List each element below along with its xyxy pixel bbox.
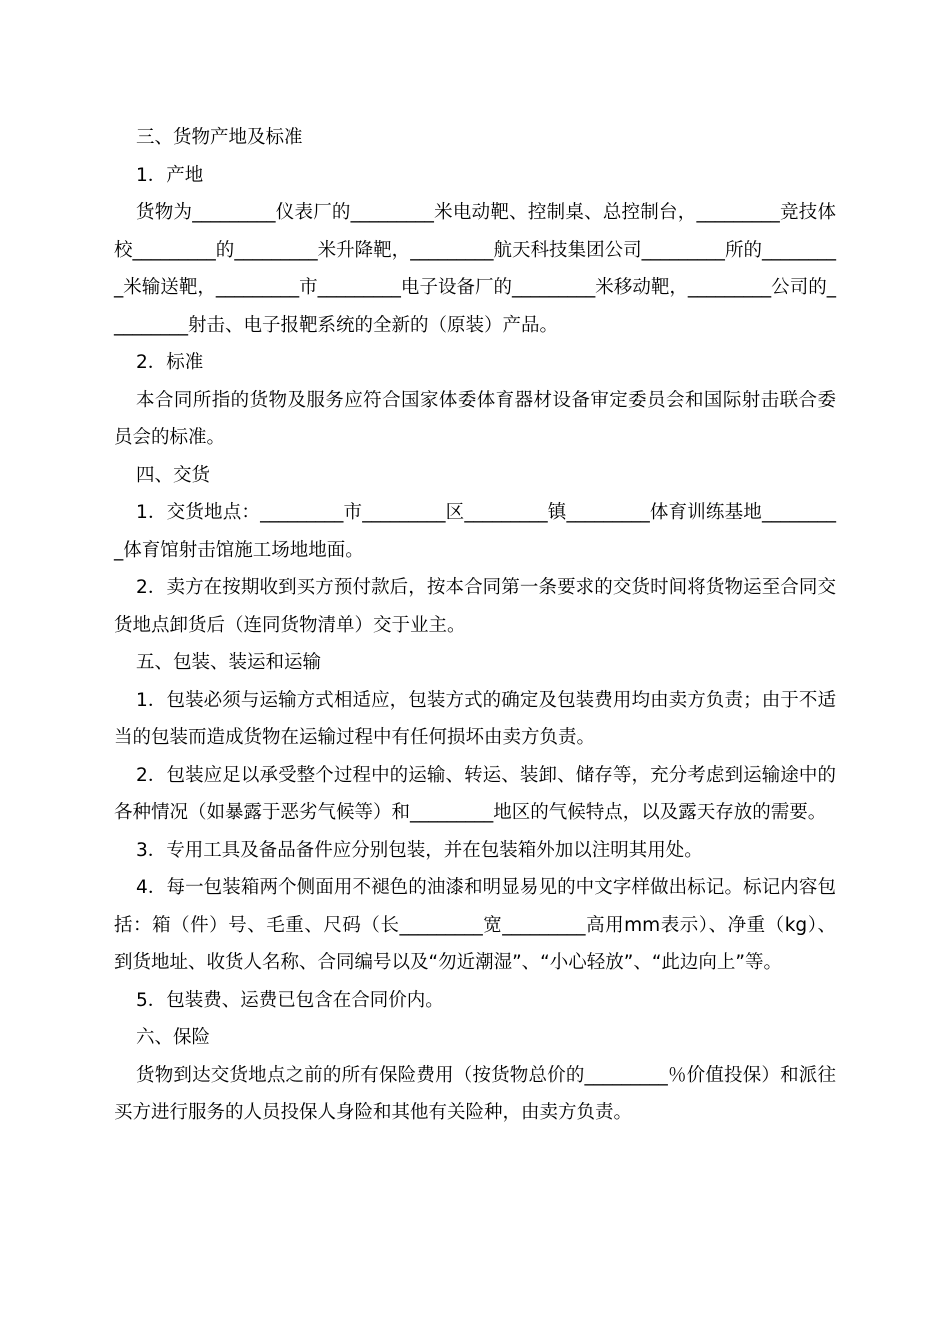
paragraph-packaging-3: 3．专用工具及备品备件应分别包装，并在包装箱外加以注明其用处。 [136,839,703,861]
subheading-origin: 1．产地 [136,164,204,186]
section-heading-packaging: 五、包装、装运和运输 [136,652,322,673]
section-heading-delivery: 四、交货 [136,464,211,486]
section-heading-origin-standard: 三、货物产地及标准 [136,127,303,148]
document-body [114,119,836,1132]
section-heading-insurance: 六、保险 [136,1027,211,1048]
subheading-standard: 2．标准 [136,352,204,373]
paragraph-delivery-location: 1．交货地点：_________市_________区_________镇_________体育训练基地_________体育馆射击馆施工场地地面。 [114,502,836,561]
paragraph-packaging-2: 2．包装应足以承受整个过程中的运输、转运、装卸、储存等，充分考虑到运输途中的各种情况（如暴露于恶劣气候等）和_________地区的气候特点，以及露天存放的需要。 [114,764,836,823]
paragraph-origin-text: 货物为_________仪表厂的_________米电动靶、控制桌、总控制台，_________竞技体校_________的_________米升降靶，_________航天科技集团公司_________所的_________米输送靶，_________市_________电子设备厂的_________米移动靶，_________公司的_________射击、电子报靶系统的全新的（原装）产品。 [114,202,836,336]
paragraph-packaging-5: 5．包装费、运费已包含在合同价内。 [136,989,444,1011]
paragraph-insurance-text: 货物到达交货地点之前的所有保险费用（按货物总价的_________％价值投保）和派往买方进行服务的人员投保人身险和其他有关险种，由卖方负责。 [114,1064,836,1123]
paragraph-delivery-terms: 2．卖方在按期收到买方预付款后，按本合同第一条要求的交货时间将货物运至合同交货地点卸货后（连同货物清单）交于业主。 [114,577,836,636]
paragraph-packaging-4: 4．每一包装箱两个侧面用不褪色的油漆和明显易见的中文字样做出标记。标记内容包括：箱（件）号、毛重、尺码（长_________宽_________高用mm表示）、净重（kg）、到货地址、收货人名称、合同编号以及“勿近潮湿”、“小心轻放”、“此边向上”等。 [114,877,836,973]
paragraph-packaging-1: 1．包装必须与运输方式相适应，包装方式的确定及包装费用均由卖方负责；由于不适当的包装而造成货物在运输过程中有任何损坏由卖方负责。 [114,689,836,748]
paragraph-standard-text: 本合同所指的货物及服务应符合国家体委体育器材设备审定委员会和国际射击联合委员会的标准。 [114,389,836,448]
